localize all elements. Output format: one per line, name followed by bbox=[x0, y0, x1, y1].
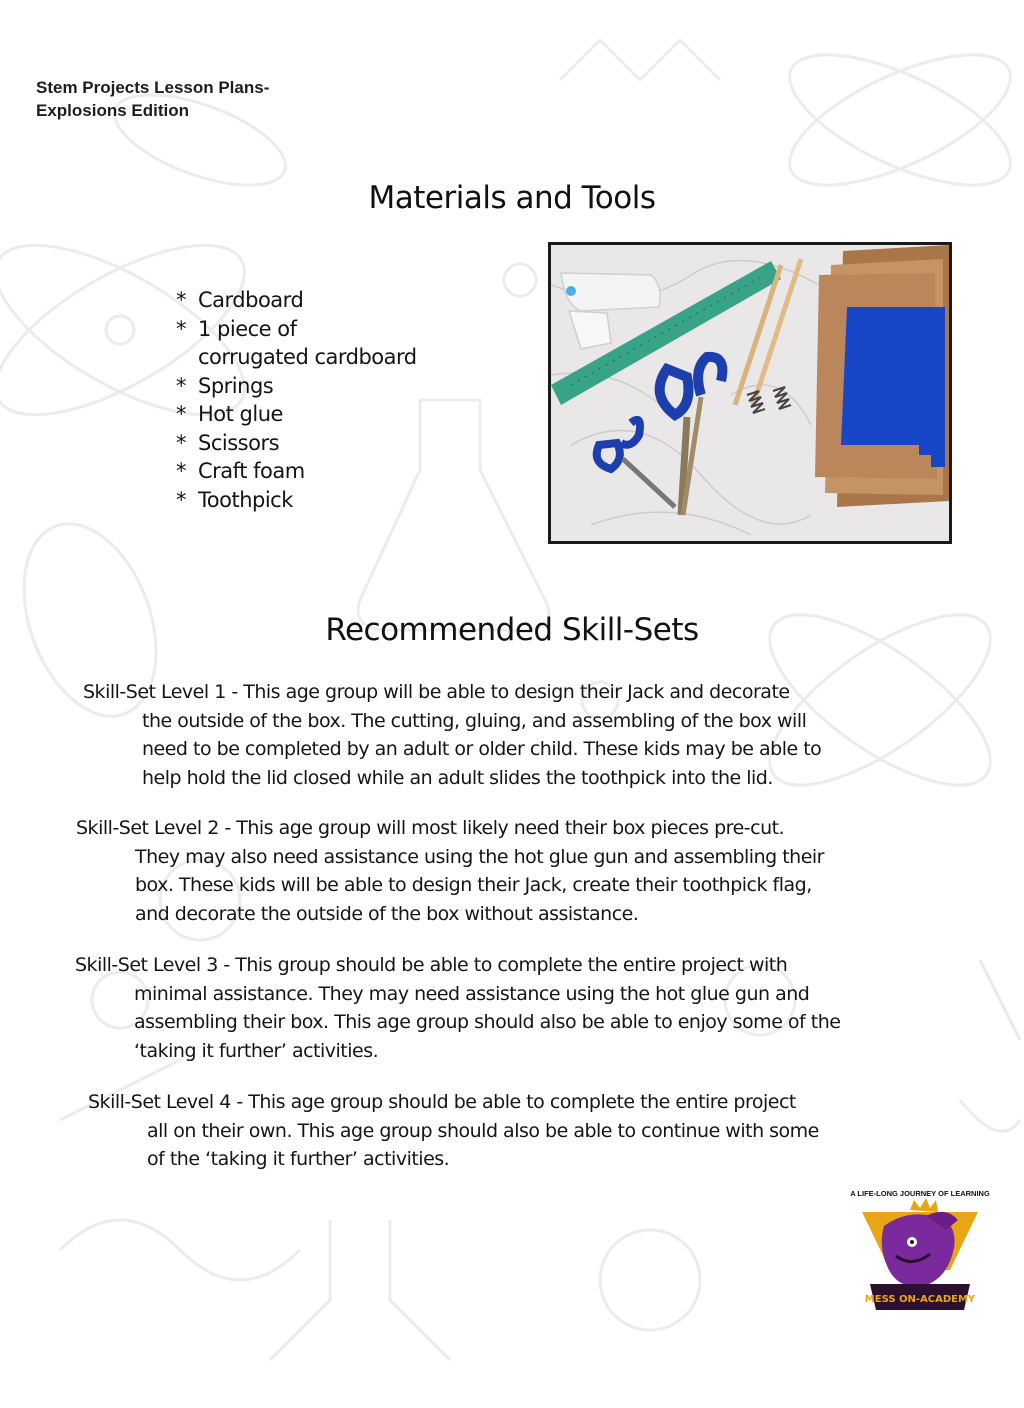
material-item bbox=[176, 457, 417, 486]
material-item-label: Hot glue bbox=[198, 402, 283, 426]
header-line-2: Explosions Edition bbox=[36, 101, 190, 120]
skill-line: They may also need assistance using the hot glue gun and assembling their bbox=[135, 845, 824, 868]
bullet-star-icon: * bbox=[176, 316, 186, 341]
bullet-star-icon: * bbox=[176, 459, 186, 483]
material-item-label: Toothpick bbox=[198, 487, 293, 512]
material-item bbox=[176, 372, 417, 401]
material-item bbox=[176, 429, 417, 458]
material-item bbox=[176, 400, 417, 429]
skill-level-3 bbox=[75, 951, 840, 1065]
material-item-label: Craft foam bbox=[198, 459, 305, 483]
bullet-star-icon: * bbox=[176, 430, 186, 455]
skills-title: Recommended Skill-Sets bbox=[325, 612, 699, 648]
skill-line: Skill-Set Level 4 - This age group should be able to complete the entire project bbox=[88, 1091, 796, 1113]
logo-name: MESS ON-ACADEMY bbox=[864, 1294, 976, 1305]
craft-foam-icon bbox=[841, 307, 945, 467]
material-item-label: Cardboard bbox=[198, 288, 304, 312]
materials-photo-illustration bbox=[551, 245, 949, 541]
material-item-label: Springs bbox=[198, 373, 274, 398]
logo-tagline: A LIFE-LONG JOURNEY OF LEARNING bbox=[850, 1189, 990, 1198]
skill-line: box. These kids will be able to design their Jack, create their toothpick flag, bbox=[135, 874, 812, 896]
bullet-star-icon: * bbox=[176, 402, 186, 426]
material-item bbox=[176, 286, 417, 315]
bullet-star-icon: * bbox=[176, 288, 186, 312]
document-header bbox=[36, 76, 336, 122]
skill-line: Skill-Set Level 3 - This group should be able to complete the entire project with bbox=[75, 954, 788, 976]
materials-photo bbox=[548, 242, 952, 544]
bullet-star-icon: * bbox=[176, 487, 186, 512]
skill-line: Skill-Set Level 2 - This age group will most likely need their box pieces pre-cut. bbox=[76, 817, 785, 839]
skill-level-1 bbox=[83, 678, 821, 792]
header-line-1: Stem Projects Lesson Plans- bbox=[36, 78, 270, 97]
material-item-label: 1 piece of bbox=[198, 316, 297, 341]
skill-level-4 bbox=[88, 1088, 819, 1174]
material-item-label-continued: corrugated cardboard bbox=[198, 345, 417, 369]
skill-line: help hold the lid closed while an adult slides the toothpick into the lid. bbox=[142, 766, 773, 789]
material-item-label: Scissors bbox=[198, 430, 280, 455]
skill-line: and decorate the outside of the box without assistance. bbox=[135, 902, 639, 925]
material-item bbox=[176, 486, 417, 515]
materials-title: Materials and Tools bbox=[368, 180, 656, 216]
skill-line: assembling their box. This age group should also be able to enjoy some of the bbox=[134, 1011, 841, 1033]
skill-line: of the ‘taking it further’ activities. bbox=[147, 1148, 450, 1170]
skill-line: all on their own. This age group should also be able to continue with some bbox=[147, 1119, 819, 1142]
academy-logo-icon bbox=[850, 1186, 990, 1316]
skill-level-2 bbox=[76, 814, 824, 928]
material-item bbox=[176, 315, 417, 372]
skill-line: the outside of the box. The cutting, gluing, and assembling of the box will bbox=[142, 709, 807, 732]
skill-line: minimal assistance. They may need assistance using the hot glue gun and bbox=[134, 982, 810, 1005]
skill-line: Skill-Set Level 1 - This age group will be able to design their Jack and decorate bbox=[83, 681, 790, 703]
skill-line: need to be completed by an adult or older child. These kids may be able to bbox=[142, 738, 822, 760]
skill-line: ‘taking it further’ activities. bbox=[134, 1039, 379, 1062]
materials-list bbox=[176, 286, 417, 514]
bullet-star-icon: * bbox=[176, 373, 186, 398]
academy-logo bbox=[850, 1186, 990, 1316]
